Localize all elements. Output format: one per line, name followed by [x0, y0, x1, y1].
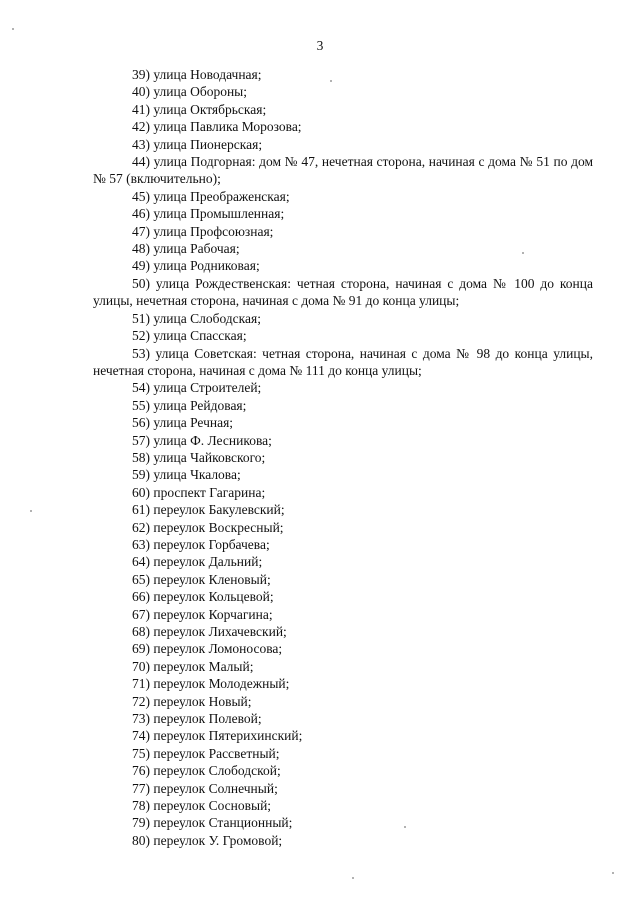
list-item: 48) улица Рабочая; — [132, 241, 240, 257]
scan-speck — [30, 510, 32, 512]
list-item: 42) улица Павлика Морозова; — [132, 119, 302, 135]
list-item: 56) улица Речная; — [132, 415, 234, 431]
scan-speck — [612, 872, 614, 874]
page-number: 3 — [316, 38, 324, 53]
list-item: 59) улица Чкалова; — [132, 467, 241, 483]
list-item: 41) улица Октябрьская; — [132, 101, 267, 117]
list-item: 54) улица Строителей; — [132, 380, 262, 396]
scan-speck — [522, 252, 524, 254]
list-item: 45) улица Преображенская; — [132, 188, 290, 204]
list-item: 76) переулок Слободской; — [132, 763, 281, 779]
list-item: 70) переулок Малый; — [132, 658, 254, 674]
list-item: 68) переулок Лихачевский; — [132, 624, 287, 639]
list-item: 66) переулок Кольцевой; — [132, 589, 274, 605]
list-item: 69) переулок Ломоносова; — [132, 641, 283, 657]
list-item: 58) улица Чайковского; — [132, 449, 266, 465]
list-item: 47) улица Профсоюзная; — [132, 223, 274, 239]
scan-speck — [404, 826, 406, 828]
list-item: 46) улица Промышленная; — [132, 206, 285, 222]
list-item: 79) переулок Станционный; — [132, 815, 293, 831]
list-item: 40) улица Обороны; — [132, 84, 247, 100]
list-item: 50) улица Рождественская: четная сторона, начиная с дома № 100 до конца улицы, нечетная сторона, начиная с дома № 91 до конца улицы; — [93, 275, 593, 309]
list-item: 57) улица Ф. Лесникова; — [132, 432, 272, 448]
list-item: 43) улица Пионерская; — [132, 136, 263, 152]
list-item: 67) переулок Корчагина; — [132, 606, 273, 622]
list-item: 73) переулок Полевой; — [132, 711, 262, 727]
list-item: 60) проспект Гагарина; — [132, 484, 266, 500]
list-item: 71) переулок Молодежный; — [132, 676, 290, 692]
list-item: 61) переулок Бакулевский; — [132, 502, 285, 518]
list-item: 51) улица Слободская; — [132, 310, 261, 326]
scan-speck — [352, 877, 354, 879]
scan-speck — [330, 80, 332, 82]
list-item: 55) улица Рейдовая; — [132, 397, 247, 413]
list-item: 78) переулок Сосновый; — [132, 798, 272, 814]
list-item: 53) улица Советская: четная сторона, начиная с дома № 98 до конца улицы, нечетная сторона, начиная с дома № 111 до конца улицы; — [93, 345, 593, 378]
list-item: 64) переулок Дальний; — [132, 554, 263, 570]
list-item: 80) переулок У. Громовой; — [132, 832, 283, 848]
list-item: 77) переулок Солнечный; — [132, 780, 278, 796]
list-item: 65) переулок Кленовый; — [132, 571, 271, 587]
list-item: 44) улица Подгорная: дом № 47, нечетная сторона, начиная с дома № 51 по дом № 57 (включительно); — [93, 154, 593, 187]
list-item: 72) переулок Новый; — [132, 693, 252, 709]
list-item: 49) улица Родниковая; — [132, 258, 260, 274]
list-item: 62) переулок Воскресный; — [132, 519, 284, 535]
list-item: 74) переулок Пятерихинский; — [132, 728, 303, 744]
list-item: 63) переулок Горбачева; — [132, 536, 270, 552]
list-item: 75) переулок Рассветный; — [132, 745, 280, 761]
scan-speck — [12, 28, 14, 30]
list-item: 39) улица Новодачная; — [132, 67, 262, 82]
list-item: 52) улица Спасская; — [132, 328, 247, 344]
street-list — [93, 66, 593, 849]
